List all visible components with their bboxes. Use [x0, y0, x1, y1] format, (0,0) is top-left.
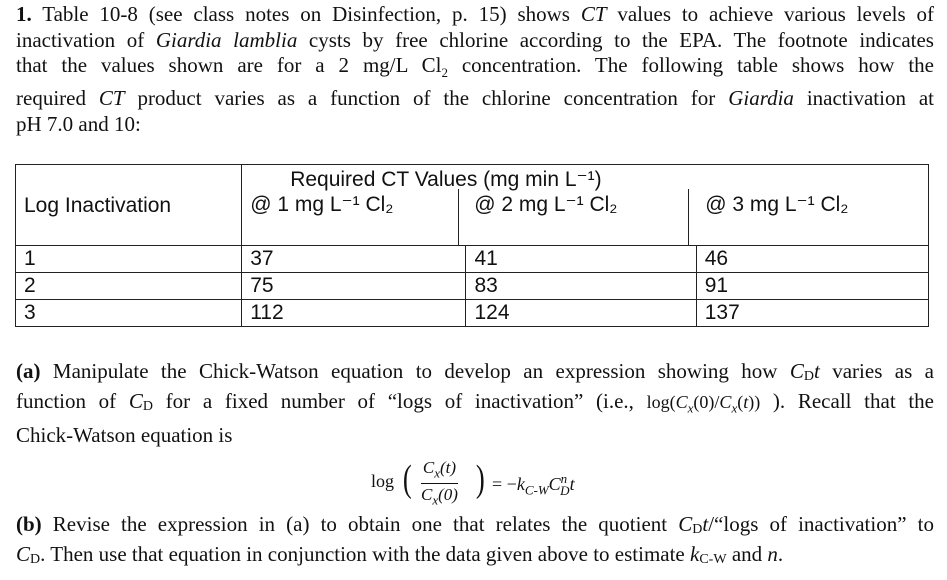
col-header-2mg: @ 2 mg L⁻¹ Cl₂ [474, 193, 618, 216]
cell-2mg: 41 [466, 246, 696, 273]
table-row [16, 300, 929, 327]
col-header-1mg: @ 1 mg L⁻¹ Cl₂ [250, 193, 394, 216]
part-a: (a) Manipulate the Chick-Watson equation to develop an expression showing how CDt varies as a function of CD for a fixed number of “logs of inactivation” (i.e., $\log(C_x(0)/C_x(t))$ ). Recall that the Chick-Watson equation is [16, 359, 934, 447]
col-header-3mg: @ 3 mg L⁻¹ Cl₂ [705, 193, 849, 216]
cell-1mg: 112 [242, 300, 466, 327]
part-b: (b) Revise the expression in (a) to obtain one that relates the quotient CDt/“logs of inactivation” to CD. Then use that equation in conjunction with the data given above to estimate kC-W and n. [16, 512, 934, 567]
cell-3mg: 46 [696, 246, 928, 273]
group-header: Required CT Values (mg min L⁻¹) [290, 168, 602, 191]
problem-statement: 1. Table 10-8 (see class notes on Disinfection, p. 15) shows CT values to achieve various levels of inactivation of Giardia lamblia cysts by free chlorine according to the EPA. The footnote indicates that the values shown are for a 2 mg/L $Cl_2$ concentration. The following table shows how the required CT product varies as a function of the chlorine concentration for Giardia inactivation at pH 7.0 and 10: [16, 2, 934, 136]
cell-1mg: 37 [242, 246, 466, 273]
ct-values-table [15, 164, 929, 327]
cell-2mg: 83 [466, 273, 696, 300]
table-row [16, 246, 929, 273]
equation-fraction [421, 457, 458, 511]
header-log-inactivation: Log Inactivation [16, 165, 242, 246]
part-a-label: (a) [16, 359, 41, 383]
cell-2mg: 124 [466, 300, 696, 327]
header-required-ct [242, 165, 929, 246]
equation-log: log [371, 471, 395, 491]
cell-1mg: 75 [242, 273, 466, 300]
problem-number: 1. [16, 2, 32, 26]
table-row [16, 273, 929, 300]
equation-rhs: = $-k_{C-W}C^n_Dt$ [492, 471, 575, 498]
cell-log: 2 [16, 273, 242, 300]
equation-denominator: $C_x(0)$ [421, 483, 458, 510]
part-b-label: (b) [16, 512, 42, 536]
cell-log: 3 [16, 300, 242, 327]
cell-3mg: 137 [696, 300, 928, 327]
equation-numerator: $C_x(t)$ [422, 458, 457, 481]
cell-3mg: 91 [696, 273, 928, 300]
cell-log: 1 [16, 246, 242, 273]
